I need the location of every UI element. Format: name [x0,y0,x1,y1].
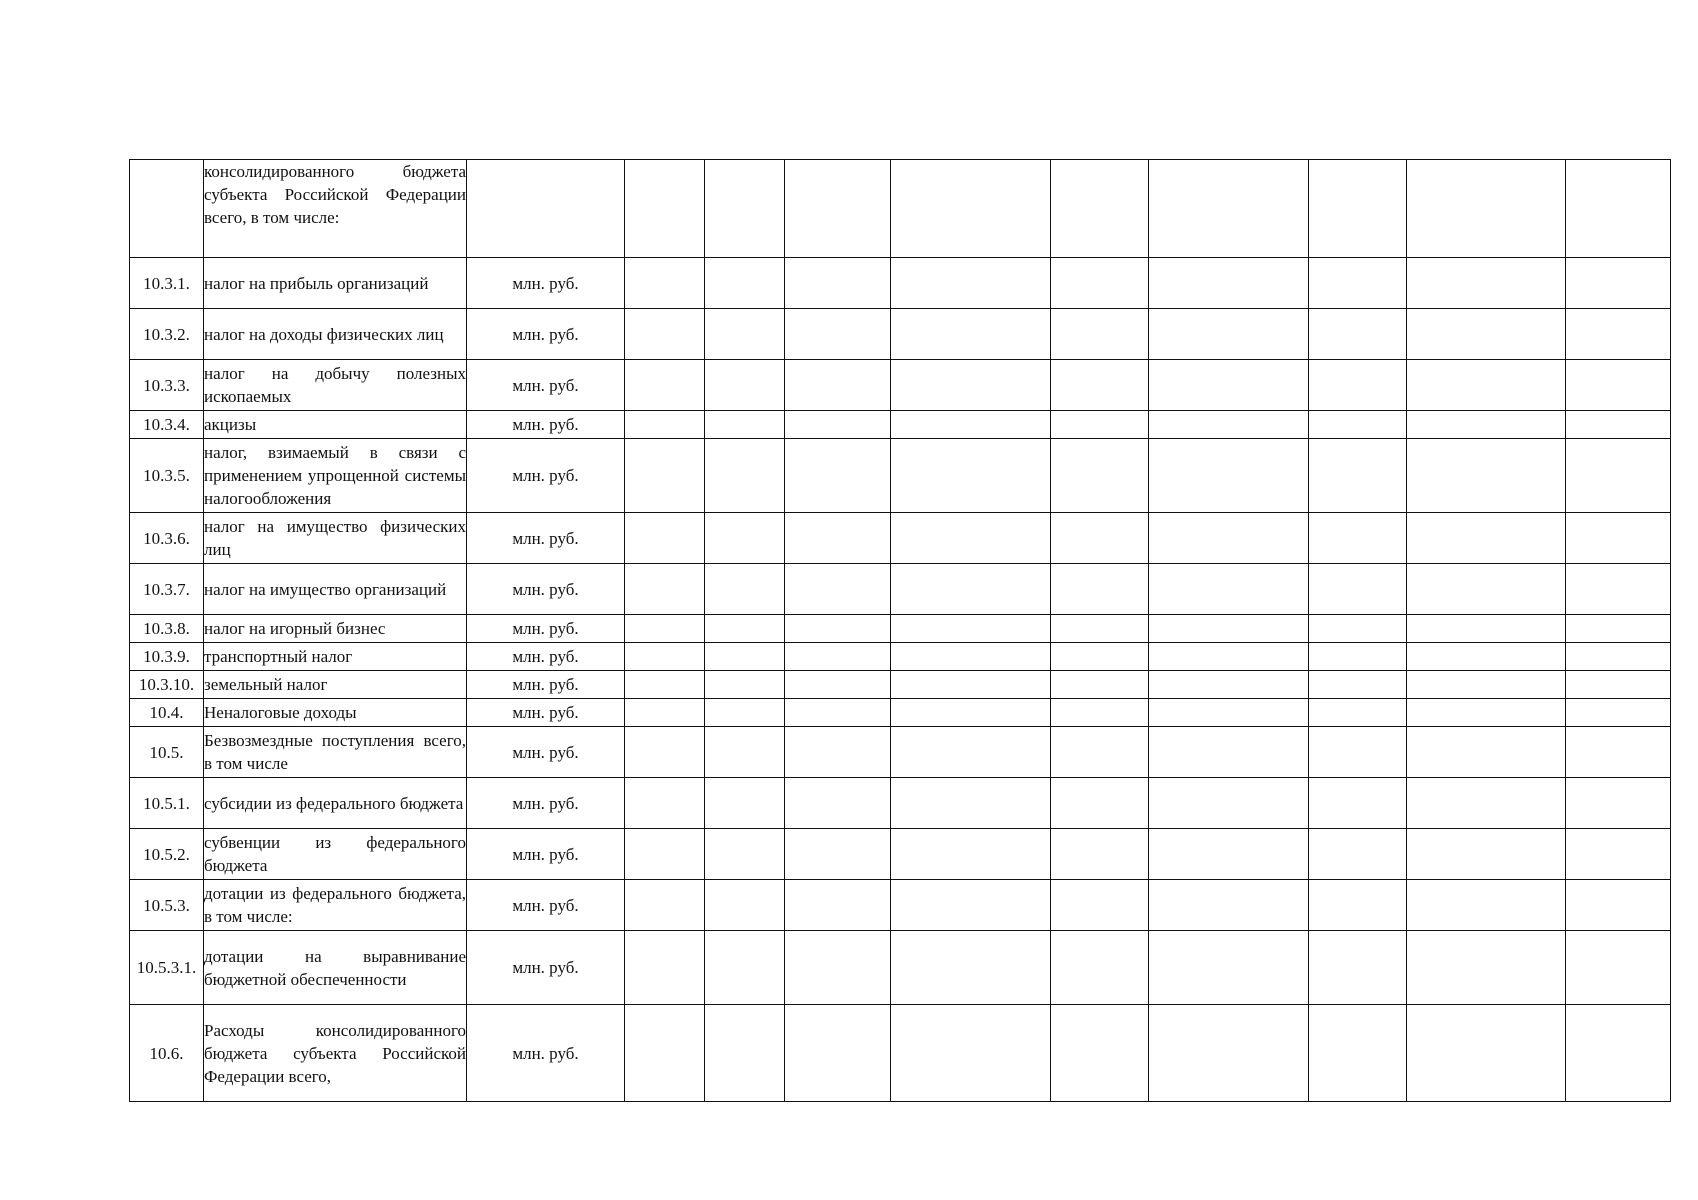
value-cell [1566,360,1671,411]
row-number: 10.3.2. [130,309,204,360]
indicator-name: субвенции из федерального бюджета [204,829,467,880]
value-cell [1407,258,1566,309]
row-number: 10.3.1. [130,258,204,309]
value-cell [625,931,705,1005]
value-cell [705,1005,785,1102]
unit-cell: млн. руб. [467,258,625,309]
table-row [130,258,1671,309]
indicator-name: налог на игорный бизнес [204,615,467,643]
value-cell [625,727,705,778]
value-cell [625,360,705,411]
value-cell [785,513,891,564]
row-number: 10.3.4. [130,411,204,439]
unit-cell: млн. руб. [467,360,625,411]
value-cell [891,643,1051,671]
unit-cell: млн. руб. [467,309,625,360]
value-cell [785,727,891,778]
indicator-name: налог на имущество организаций [204,564,467,615]
value-cell [891,258,1051,309]
value-cell [1051,564,1149,615]
value-cell [1309,258,1407,309]
value-cell [891,778,1051,829]
value-cell [625,513,705,564]
value-cell [705,643,785,671]
value-cell [1407,1005,1566,1102]
value-cell [625,439,705,513]
value-cell [1149,727,1309,778]
value-cell [625,880,705,931]
table-row [130,829,1671,880]
table-row [130,931,1671,1005]
value-cell [1566,513,1671,564]
value-cell [785,1005,891,1102]
indicator-name: Расходы консолидированного бюджета субъекта Российской Федерации всего, [204,1005,467,1102]
table-row [130,1005,1671,1102]
value-cell [1407,615,1566,643]
value-cell [891,513,1051,564]
value-cell [785,829,891,880]
value-cell [625,564,705,615]
value-cell [705,513,785,564]
value-cell [705,360,785,411]
value-cell [785,778,891,829]
value-cell [1051,778,1149,829]
indicator-name: налог на добычу полезных ископаемых [204,360,467,411]
value-cell [785,880,891,931]
value-cell [625,615,705,643]
unit-cell: млн. руб. [467,727,625,778]
table-row [130,671,1671,699]
value-cell [705,931,785,1005]
unit-cell [467,160,625,258]
value-cell [1149,880,1309,931]
unit-cell: млн. руб. [467,699,625,727]
table-row [130,160,1671,258]
value-cell [1566,778,1671,829]
value-cell [1149,439,1309,513]
value-cell [1051,258,1149,309]
indicator-name: транспортный налог [204,643,467,671]
value-cell [1051,360,1149,411]
indicator-name: Безвозмездные поступления всего, в том числе [204,727,467,778]
value-cell [705,258,785,309]
table-row [130,643,1671,671]
value-cell [785,615,891,643]
value-cell [1407,699,1566,727]
value-cell [1566,931,1671,1005]
value-cell [1407,829,1566,880]
value-cell [625,829,705,880]
table-row [130,880,1671,931]
value-cell [891,727,1051,778]
value-cell [785,309,891,360]
indicator-name: Неналоговые доходы [204,699,467,727]
value-cell [625,411,705,439]
value-cell [1309,309,1407,360]
row-number: 10.5.1. [130,778,204,829]
value-cell [1407,439,1566,513]
value-cell [1407,727,1566,778]
value-cell [1407,931,1566,1005]
value-cell [1051,1005,1149,1102]
value-cell [1566,411,1671,439]
unit-cell: млн. руб. [467,931,625,1005]
value-cell [1149,615,1309,643]
unit-cell: млн. руб. [467,411,625,439]
row-number: 10.5.3.1. [130,931,204,1005]
value-cell [1149,699,1309,727]
value-cell [1566,829,1671,880]
unit-cell: млн. руб. [467,513,625,564]
indicator-name: дотации на выравнивание бюджетной обеспеченности [204,931,467,1005]
value-cell [1407,564,1566,615]
value-cell [1407,160,1566,258]
row-number: 10.3.9. [130,643,204,671]
value-cell [785,931,891,1005]
value-cell [1149,513,1309,564]
row-number: 10.3.6. [130,513,204,564]
value-cell [705,699,785,727]
indicator-name: акцизы [204,411,467,439]
unit-cell: млн. руб. [467,778,625,829]
indicator-name: консолидированного бюджета субъекта Российской Федерации всего, в том числе: [204,160,467,258]
table-row [130,309,1671,360]
value-cell [1149,829,1309,880]
value-cell [1149,564,1309,615]
value-cell [891,880,1051,931]
value-cell [705,439,785,513]
unit-cell: млн. руб. [467,1005,625,1102]
indicator-name: налог, взимаемый в связи с применением упрощенной системы налогообложения [204,439,467,513]
value-cell [891,360,1051,411]
value-cell [1051,727,1149,778]
value-cell [1566,1005,1671,1102]
value-cell [1149,360,1309,411]
value-cell [785,564,891,615]
table-row [130,439,1671,513]
value-cell [1051,699,1149,727]
value-cell [1051,671,1149,699]
value-cell [1309,1005,1407,1102]
value-cell [1051,309,1149,360]
table-row [130,778,1671,829]
value-cell [1309,880,1407,931]
value-cell [785,360,891,411]
unit-cell: млн. руб. [467,671,625,699]
value-cell [1566,564,1671,615]
value-cell [1309,411,1407,439]
value-cell [1309,643,1407,671]
row-number [130,160,204,258]
row-number: 10.5. [130,727,204,778]
value-cell [1309,699,1407,727]
table-row [130,615,1671,643]
value-cell [705,778,785,829]
value-cell [705,411,785,439]
row-number: 10.5.2. [130,829,204,880]
value-cell [1407,360,1566,411]
value-cell [785,258,891,309]
unit-cell: млн. руб. [467,615,625,643]
unit-cell: млн. руб. [467,564,625,615]
value-cell [1566,309,1671,360]
value-cell [705,615,785,643]
indicator-name: налог на прибыль организаций [204,258,467,309]
row-number: 10.4. [130,699,204,727]
value-cell [1051,931,1149,1005]
value-cell [891,1005,1051,1102]
value-cell [891,564,1051,615]
value-cell [625,671,705,699]
value-cell [785,411,891,439]
value-cell [1051,411,1149,439]
table-row [130,411,1671,439]
value-cell [625,258,705,309]
value-cell [785,160,891,258]
value-cell [1149,931,1309,1005]
value-cell [625,643,705,671]
value-cell [1051,880,1149,931]
value-cell [705,880,785,931]
indicator-name: налог на доходы физических лиц [204,309,467,360]
value-cell [705,829,785,880]
value-cell [1566,880,1671,931]
row-number: 10.3.3. [130,360,204,411]
value-cell [1309,360,1407,411]
value-cell [1309,160,1407,258]
value-cell [891,829,1051,880]
value-cell [891,671,1051,699]
value-cell [1309,513,1407,564]
value-cell [625,699,705,727]
value-cell [1407,513,1566,564]
value-cell [625,1005,705,1102]
value-cell [1566,643,1671,671]
indicator-name: налог на имущество физических лиц [204,513,467,564]
value-cell [1309,829,1407,880]
row-number: 10.5.3. [130,880,204,931]
value-cell [1149,258,1309,309]
value-cell [891,931,1051,1005]
value-cell [1309,727,1407,778]
value-cell [1407,778,1566,829]
row-number: 10.6. [130,1005,204,1102]
value-cell [1051,829,1149,880]
value-cell [1566,671,1671,699]
value-cell [1407,671,1566,699]
value-cell [625,309,705,360]
value-cell [705,671,785,699]
unit-cell: млн. руб. [467,880,625,931]
value-cell [891,309,1051,360]
indicator-name: субсидии из федерального бюджета [204,778,467,829]
value-cell [1407,411,1566,439]
value-cell [1051,643,1149,671]
value-cell [1051,513,1149,564]
value-cell [625,160,705,258]
row-number: 10.3.5. [130,439,204,513]
value-cell [891,699,1051,727]
value-cell [1149,778,1309,829]
value-cell [1407,643,1566,671]
value-cell [891,439,1051,513]
value-cell [1566,727,1671,778]
table-row [130,513,1671,564]
table-row [130,727,1671,778]
value-cell [1051,439,1149,513]
unit-cell: млн. руб. [467,829,625,880]
value-cell [1566,258,1671,309]
indicator-name: дотации из федерального бюджета, в том числе: [204,880,467,931]
value-cell [705,309,785,360]
value-cell [891,615,1051,643]
value-cell [1566,615,1671,643]
value-cell [1309,439,1407,513]
table-row [130,564,1671,615]
value-cell [1407,880,1566,931]
value-cell [1309,564,1407,615]
value-cell [891,411,1051,439]
value-cell [1309,778,1407,829]
value-cell [1407,309,1566,360]
value-cell [1309,615,1407,643]
indicator-name: земельный налог [204,671,467,699]
value-cell [1566,699,1671,727]
value-cell [1149,1005,1309,1102]
table-row [130,360,1671,411]
row-number: 10.3.7. [130,564,204,615]
value-cell [785,643,891,671]
value-cell [785,439,891,513]
value-cell [1149,643,1309,671]
value-cell [705,564,785,615]
unit-cell: млн. руб. [467,643,625,671]
value-cell [785,699,891,727]
value-cell [1051,615,1149,643]
value-cell [1051,160,1149,258]
value-cell [625,778,705,829]
value-cell [705,160,785,258]
unit-cell: млн. руб. [467,439,625,513]
value-cell [1566,439,1671,513]
value-cell [1566,160,1671,258]
value-cell [1149,411,1309,439]
value-cell [1149,671,1309,699]
value-cell [1309,671,1407,699]
value-cell [785,671,891,699]
value-cell [891,160,1051,258]
row-number: 10.3.10. [130,671,204,699]
value-cell [705,727,785,778]
value-cell [1149,309,1309,360]
value-cell [1309,931,1407,1005]
budget-indicators-table [129,159,1671,1102]
row-number: 10.3.8. [130,615,204,643]
value-cell [1149,160,1309,258]
table-row [130,699,1671,727]
